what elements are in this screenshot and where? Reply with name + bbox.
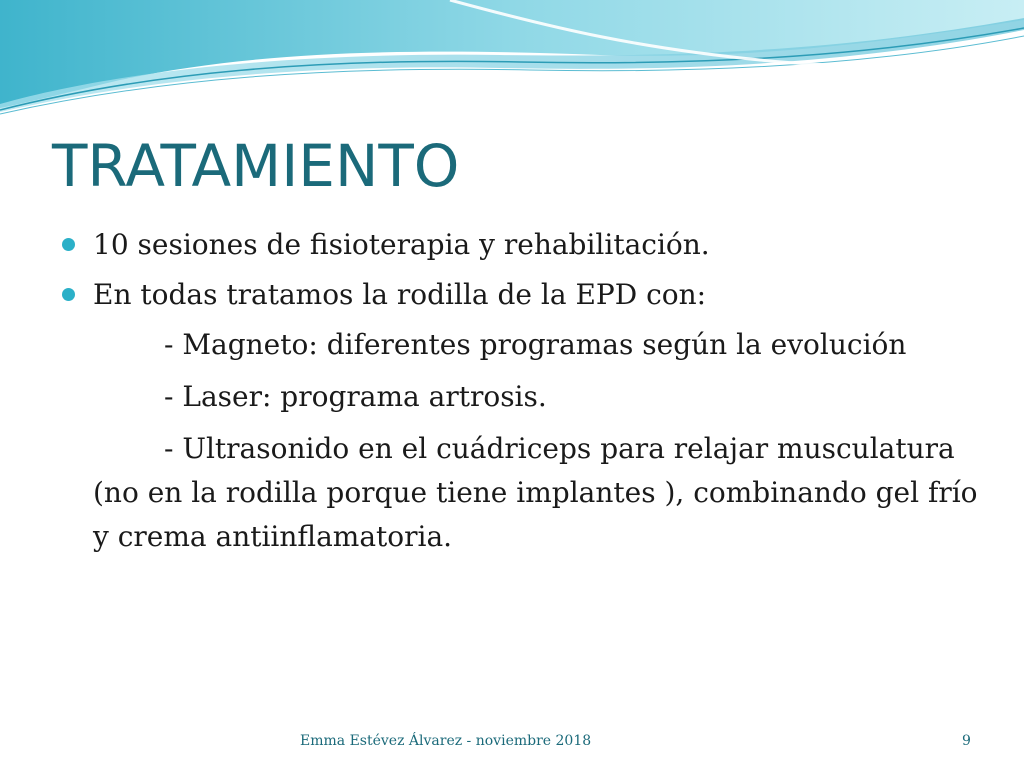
sub-item-magneto: - Magneto: diferentes programas según la evolución (164, 328, 907, 361)
bullet-item (62, 223, 982, 273)
bullet-dot-icon (62, 288, 75, 301)
footer-page-number: 9 (962, 733, 971, 749)
wave-header-decoration (0, 0, 1024, 130)
bullet-text: 10 sesiones de fisioterapia y rehabilitación. (93, 228, 710, 261)
bullet-item (62, 273, 982, 323)
sub-item-laser: - Laser: programa artrosis. (164, 380, 547, 413)
sub-item-ultrasonido: - Ultrasonido en el cuádriceps para relajar musculatura (no en la rodilla porque tiene implantes ), combinando gel frío y crema antiinflamatoria. (93, 432, 978, 553)
slide-title: TRATAMIENTO (52, 132, 460, 200)
slide-content (62, 223, 982, 559)
bullet-dot-icon (62, 238, 75, 251)
bullet-text: En todas tratamos la rodilla de la EPD con: (93, 278, 707, 311)
footer-author-date: Emma Estévez Álvarez - noviembre 2018 (300, 733, 592, 749)
